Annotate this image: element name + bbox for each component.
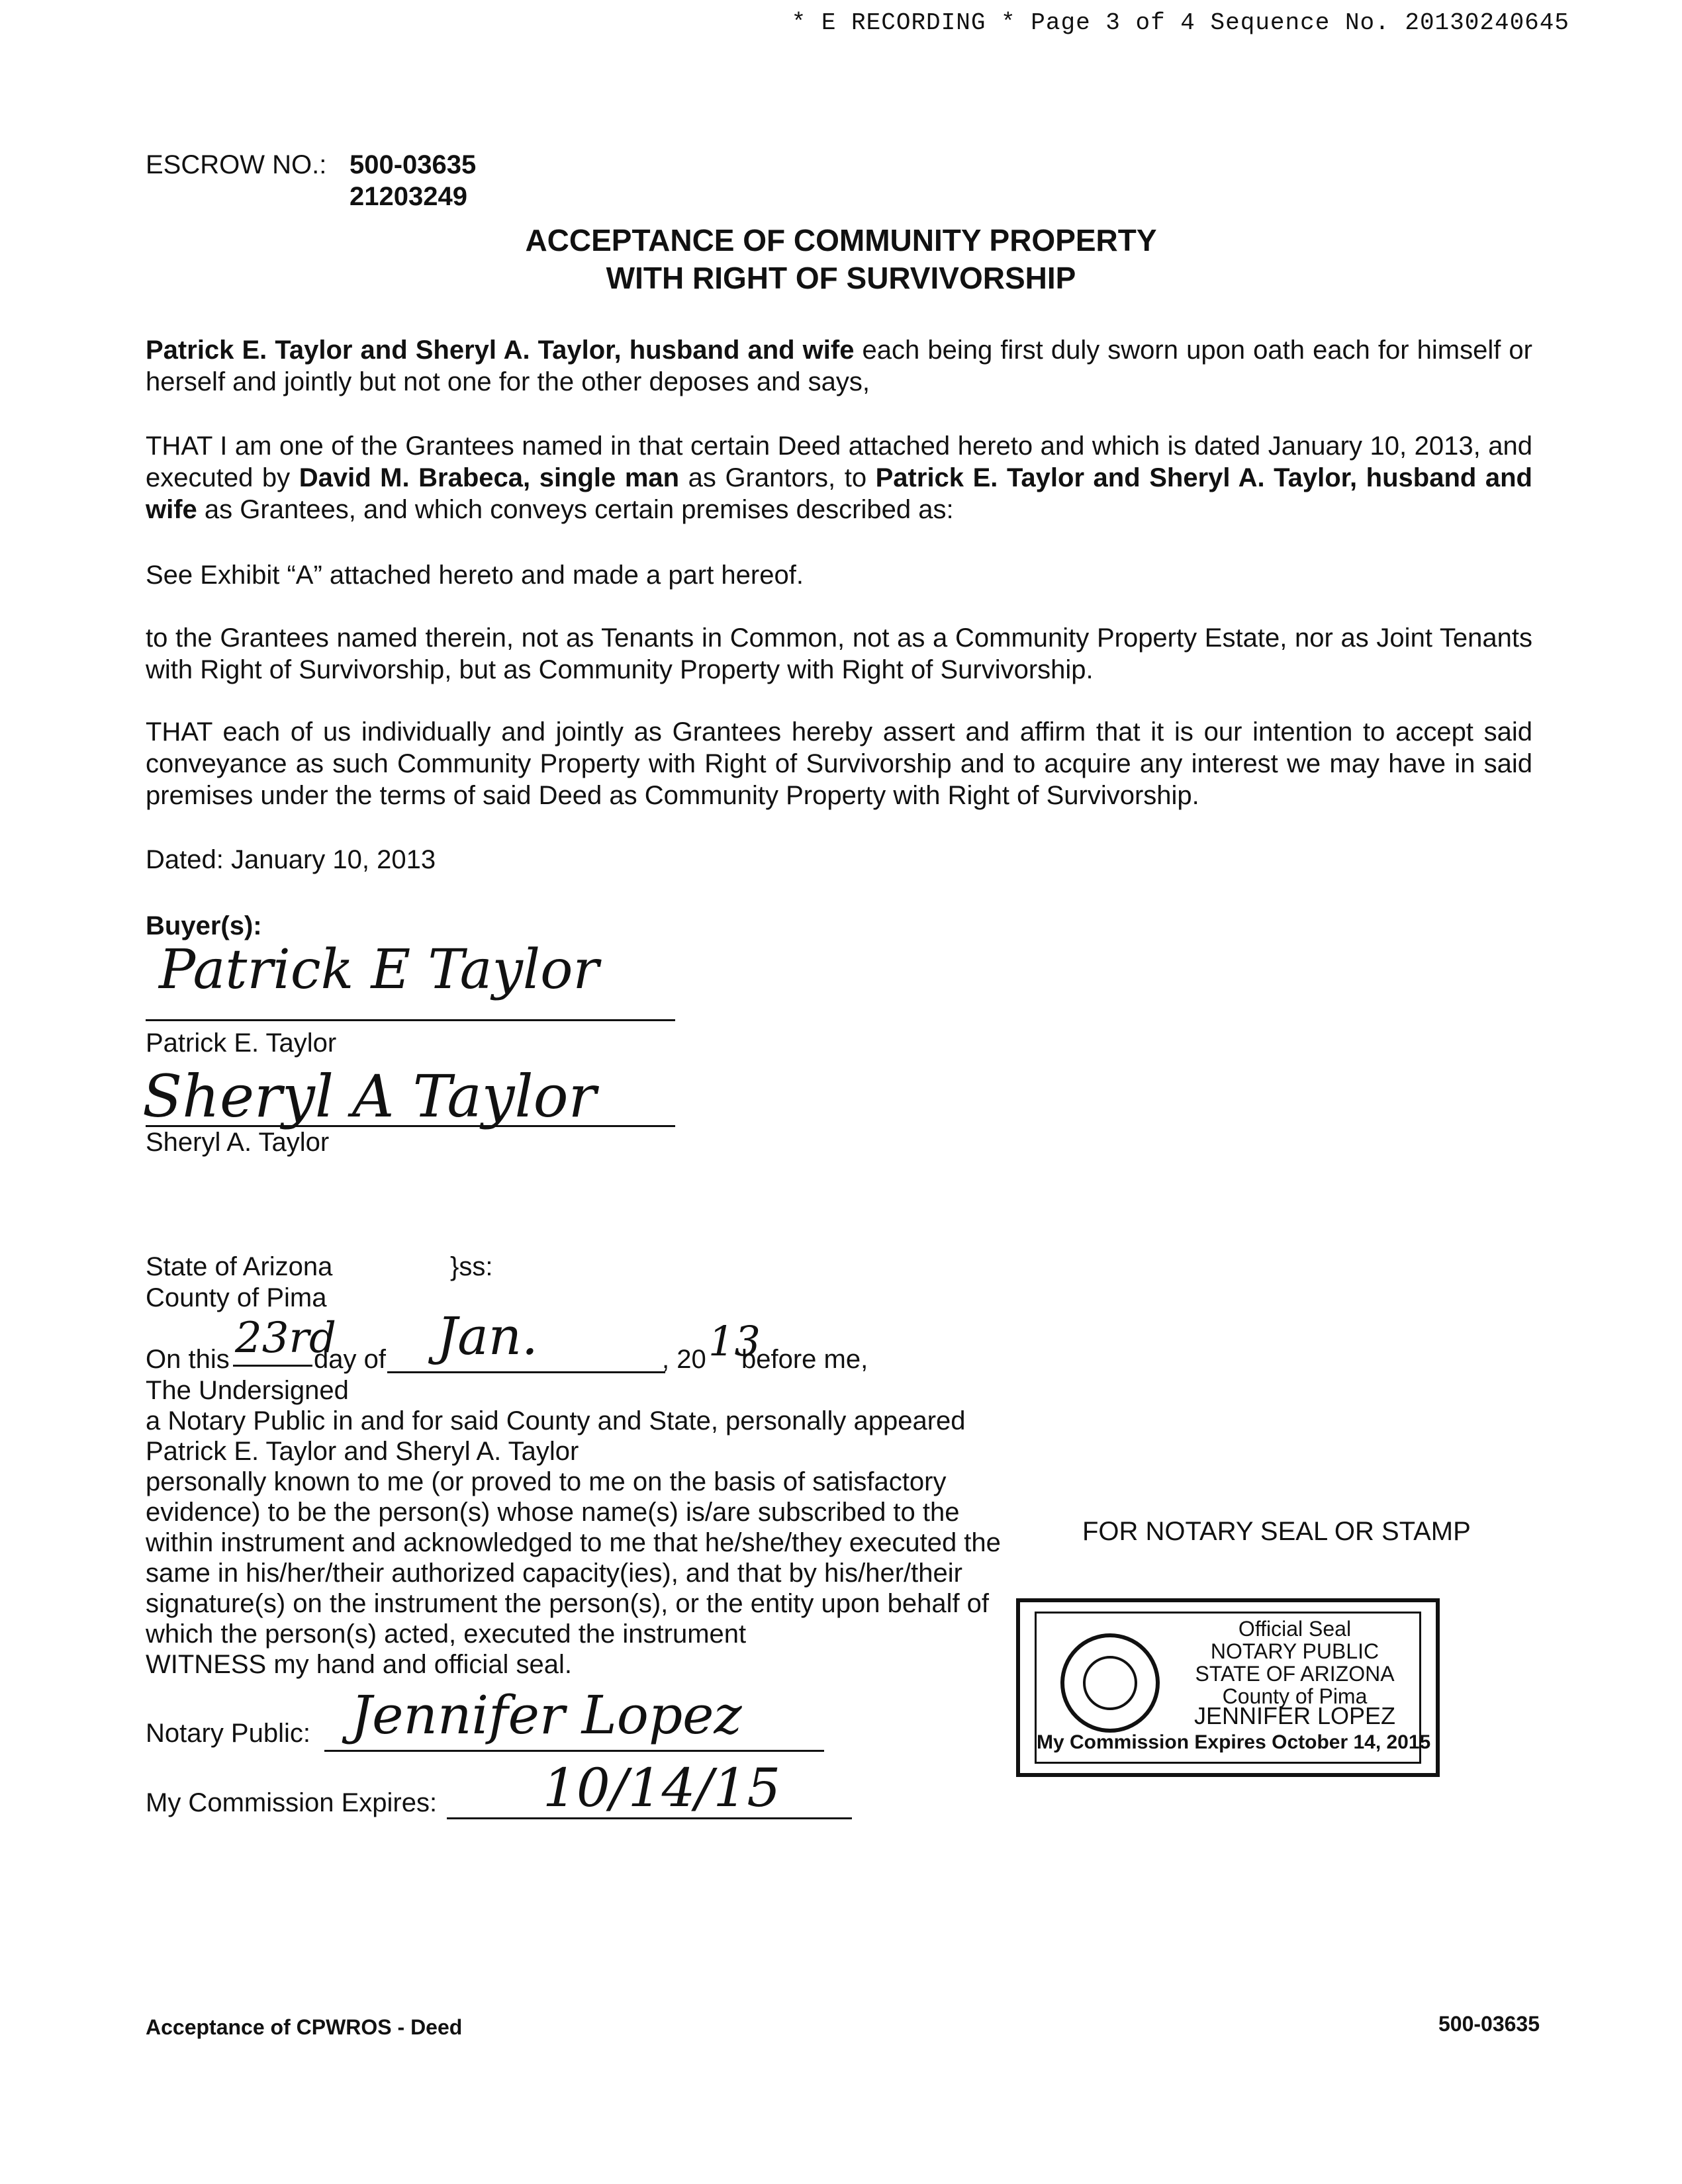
day-blank-line [233, 1365, 312, 1367]
undersigned-label: The Undersigned [146, 1376, 349, 1405]
seal-emblem-center [1083, 1656, 1137, 1710]
venue-ss: }ss: [450, 1252, 493, 1281]
venue-state: State of Arizona [146, 1252, 333, 1281]
recording-header: * E RECORDING * Page 3 of 4 Sequence No. 20130240645 [791, 9, 1569, 36]
paragraph-deed [146, 430, 1532, 525]
notary-line: which the person(s) acted, executed the instrument [146, 1619, 747, 1649]
grantor-name: David M. Brabeca, single man [299, 463, 680, 492]
deed-text-a: THAT I am one of the Grantees named in that certain Deed attached hereto and which is dated January 10, 2013, and executed by [146, 432, 1532, 492]
notary-line: same in his/her/their authorized capacity(ies), and that by his/her/their [146, 1559, 962, 1588]
notary-signature: Jennifer Lopez [351, 1684, 742, 1746]
paragraph-exhibit: See Exhibit “A” attached hereto and made a part hereof. [146, 561, 804, 590]
footer-escrow-number: 500-03635 [1438, 2012, 1540, 2036]
document-title-line2: WITH RIGHT OF SURVIVORSHIP [606, 261, 1076, 295]
year-prefix: , 20 [662, 1345, 706, 1374]
buyer1-signature: Patrick E Taylor [159, 938, 599, 1001]
seal-official: Official Seal [1238, 1617, 1352, 1641]
deed-text-b: as Grantors, to [679, 463, 876, 492]
seal-commission-expires: My Commission Expires October 14, 2015 [1037, 1731, 1431, 1753]
notary-line: Patrick E. Taylor and Sheryl A. Taylor [146, 1437, 579, 1466]
on-this-label: On this [146, 1345, 230, 1374]
arizona-seal-emblem [1060, 1633, 1160, 1733]
commission-blank-line [447, 1817, 852, 1819]
seal-county: County of Pima [1222, 1684, 1368, 1708]
paragraph-affirmation: THAT each of us individually and jointly as Grantees hereby assert and affirm that it is our intention to accept said conveyance as such Community Property with Right of Survivorship and to acquire any interest we may have in said premises under the terms of said Deed as Community Property with Right of Survivorship. [146, 717, 1532, 810]
affiants-statement: each being first duly sworn upon oath each for himself or herself and jointly but not one for the other deposes and says, [146, 336, 1532, 396]
buyer2-signature: Sheryl A Taylor [142, 1062, 596, 1130]
venue-county: County of Pima [146, 1283, 327, 1312]
notary-acknowledgment [146, 1406, 1059, 1680]
day-handwritten: 23rd [235, 1314, 336, 1363]
commission-date-handwritten: 10/14/15 [543, 1757, 781, 1819]
commission-expires-label: My Commission Expires: [146, 1788, 438, 1817]
notary-line: signature(s) on the instrument the person(s), or the entity upon behalf of [146, 1589, 990, 1618]
paragraph-tenancy: to the Grantees named therein, not as Tenants in Common, not as a Community Property Estate, nor as Joint Tenants with Right of Survivorship, but as Community Property with Right of Survivorship. [146, 623, 1532, 684]
before-me-label: before me, [741, 1345, 868, 1374]
affiants-names: Patrick E. Taylor and Sheryl A. Taylor, husband and wife [146, 336, 855, 365]
notary-line: WITNESS my hand and official seal. [146, 1650, 572, 1679]
paragraph-affiants [146, 334, 1532, 398]
notary-line: within instrument and acknowledged to me that he/she/they executed the [146, 1528, 1001, 1557]
footer-document-name: Acceptance of CPWROS - Deed [146, 2015, 463, 2039]
buyer2-name: Sheryl A. Taylor [146, 1128, 330, 1157]
notary-line: personally known to me (or proved to me on the basis of satisfactory [146, 1467, 947, 1496]
escrow-label: ESCROW NO.: [146, 150, 327, 179]
buyers-label: Buyer(s): [146, 911, 262, 940]
notary-signature-line [324, 1750, 824, 1752]
seal-notary-name: JENNIFER LOPEZ [1193, 1702, 1396, 1729]
notary-seal-stamp [1016, 1598, 1440, 1777]
day-of-label: day of [314, 1345, 386, 1374]
notary-line: evidence) to be the person(s) whose name(s) is/are subscribed to the [146, 1498, 960, 1527]
notary-line: a Notary Public in and for said County and State, personally appeared [146, 1406, 966, 1435]
buyer1-name: Patrick E. Taylor [146, 1028, 337, 1058]
grantee-names: Patrick E. Taylor and Sheryl A. Taylor, husband and wife [146, 463, 1532, 524]
year-handwritten: 13 [708, 1317, 761, 1365]
seal-notary-public: NOTARY PUBLIC [1210, 1639, 1379, 1663]
buyer1-signature-line [146, 1019, 675, 1021]
deed-text-c: as Grantees, and which conveys certain premises described as: [197, 495, 954, 524]
month-handwritten: Jan. [437, 1307, 538, 1367]
escrow-number: 500-03635 [350, 150, 477, 179]
escrow-number-2: 21203249 [350, 182, 467, 211]
dated-line: Dated: January 10, 2013 [146, 845, 436, 874]
seal-heading: FOR NOTARY SEAL OR STAMP [1082, 1517, 1471, 1546]
notary-public-label: Notary Public: [146, 1719, 310, 1748]
seal-inner-border [1035, 1612, 1431, 1764]
month-blank-line [387, 1371, 665, 1373]
document-title-line1: ACCEPTANCE OF COMMUNITY PROPERTY [525, 223, 1157, 257]
seal-state: STATE OF ARIZONA [1195, 1662, 1395, 1686]
